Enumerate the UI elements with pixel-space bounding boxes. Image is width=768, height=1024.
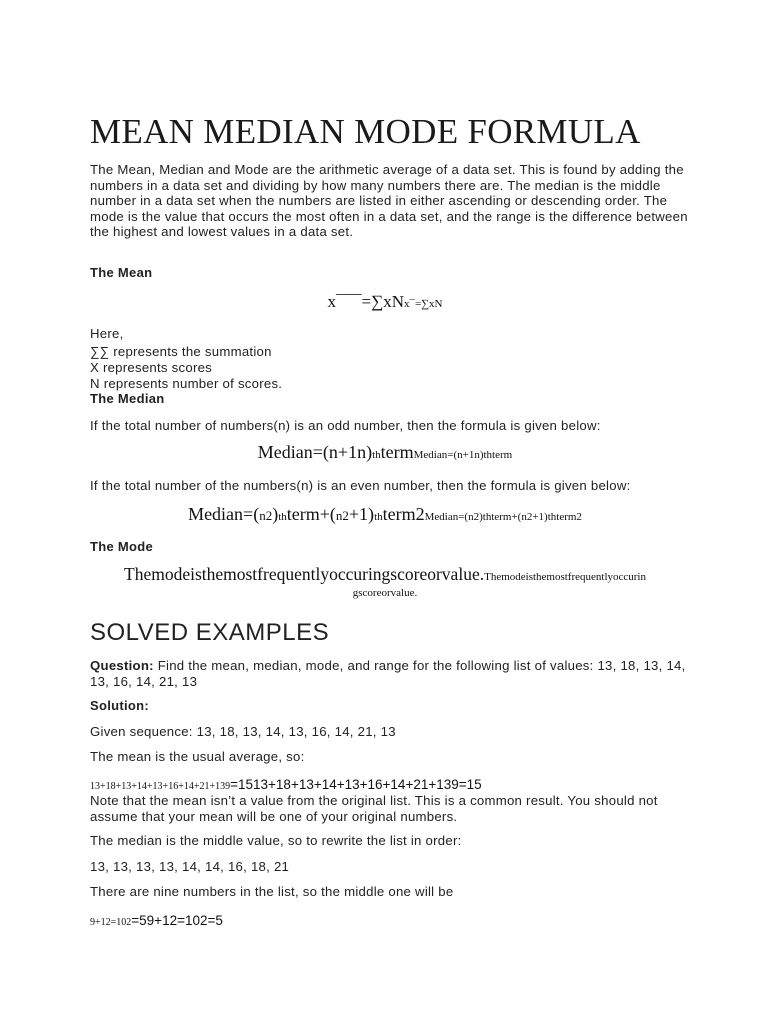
median-even-formula-fraction: n2	[335, 508, 349, 523]
median-even-formula-superscript: th	[278, 511, 287, 523]
solved-examples-heading: SOLVED EXAMPLES	[90, 619, 330, 646]
nine-numbers-text: There are nine numbers in the list, so the middle one will be	[90, 884, 454, 899]
median-even-formula-part: +1)	[348, 504, 375, 524]
median-odd-formula-duplicate: Median=(n+1n)thterm	[413, 449, 513, 461]
median-odd-formula	[90, 442, 680, 463]
middle-calculation-small: 9+12=102	[90, 917, 132, 928]
median-odd-text: If the total number of numbers(n) is an odd number, then the formula is given below:	[90, 418, 601, 433]
question-text: Find the mean, median, mode, and range for the following list of values: 13, 18, 13, 14, 13, 16, 14, 21, 13	[90, 658, 686, 689]
mode-heading: The Mode	[90, 539, 154, 554]
here-label: Here,	[90, 326, 124, 341]
question-paragraph	[90, 658, 690, 689]
median-odd-formula-part: Median=(n+1n)	[257, 442, 373, 462]
given-sequence: Given sequence: 13, 18, 13, 14, 13, 16, 14, 21, 13	[90, 724, 396, 739]
mean-formula	[90, 292, 680, 312]
legend-summation: ∑∑ represents the summation	[90, 344, 272, 359]
mean-formula-duplicate: x¯=∑xN	[403, 298, 443, 310]
median-even-formula-part: term2	[382, 504, 425, 524]
median-odd-formula-part: term	[380, 442, 414, 462]
ordered-list: 13, 13, 13, 13, 14, 14, 16, 18, 21	[90, 859, 290, 874]
mean-note: Note that the mean isn’t a value from the original list. This is a common result. You should not assume that your mean will be one of your original numbers.	[90, 793, 658, 824]
median-even-formula-part: )	[272, 504, 279, 524]
middle-calculation	[90, 912, 223, 930]
mean-calculation	[90, 776, 482, 794]
middle-calculation-big: =59+12=102=5	[131, 913, 223, 928]
mean-intro: The mean is the usual average, so:	[90, 749, 305, 764]
median-even-formula	[90, 504, 680, 525]
mode-formula-main: Themodeisthemostfrequentlyoccuringscoreorvalue.	[124, 564, 485, 584]
median-even-formula-part: term+(	[286, 504, 336, 524]
median-odd-formula-superscript: th	[372, 449, 381, 461]
mode-formula-duplicate-wrap: gscoreorvalue.	[352, 587, 418, 599]
question-label: Question:	[90, 658, 154, 673]
mean-formula-main: x¯¯¯=∑xN	[327, 292, 404, 311]
mean-calculation-small: 13+18+13+14+13+16+14+21+139	[90, 781, 231, 792]
mode-formula-duplicate: Themodeisthemostfrequentlyoccurin	[484, 571, 646, 583]
median-even-formula-duplicate: Median=(n2)thterm+(n2+1)thterm2	[424, 511, 582, 523]
legend-number-of-scores: N represents number of scores.	[90, 376, 283, 391]
median-heading: The Median	[90, 391, 165, 406]
intro-paragraph: The Mean, Median and Mode are the arithmetic average of a data set. This is found by adding the numbers in a data set and dividing by how many numbers there are. The median is the middle number in a data set when the numbers are listed in either ascending or descending order. The mode is the value that occurs the most often in a data set, and the range is the difference between the highest and lowest values in a data set.	[90, 162, 688, 240]
mode-formula	[90, 564, 680, 585]
median-even-formula-part: Median=(	[188, 504, 260, 524]
legend-scores: X represents scores	[90, 360, 213, 375]
mean-calculation-big: =1513+18+13+14+13+16+14+21+139=15	[230, 777, 482, 792]
median-even-text: If the total number of the numbers(n) is an even number, then the formula is given below:	[90, 478, 631, 493]
page-title: MEAN MEDIAN MODE FORMULA	[90, 112, 641, 151]
mean-heading: The Mean	[90, 265, 153, 280]
solution-label: Solution:	[90, 698, 150, 713]
median-intro: The median is the middle value, so to rewrite the list in order:	[90, 833, 462, 848]
median-even-formula-superscript: th	[374, 511, 383, 523]
median-even-formula-fraction: n2	[259, 508, 273, 523]
